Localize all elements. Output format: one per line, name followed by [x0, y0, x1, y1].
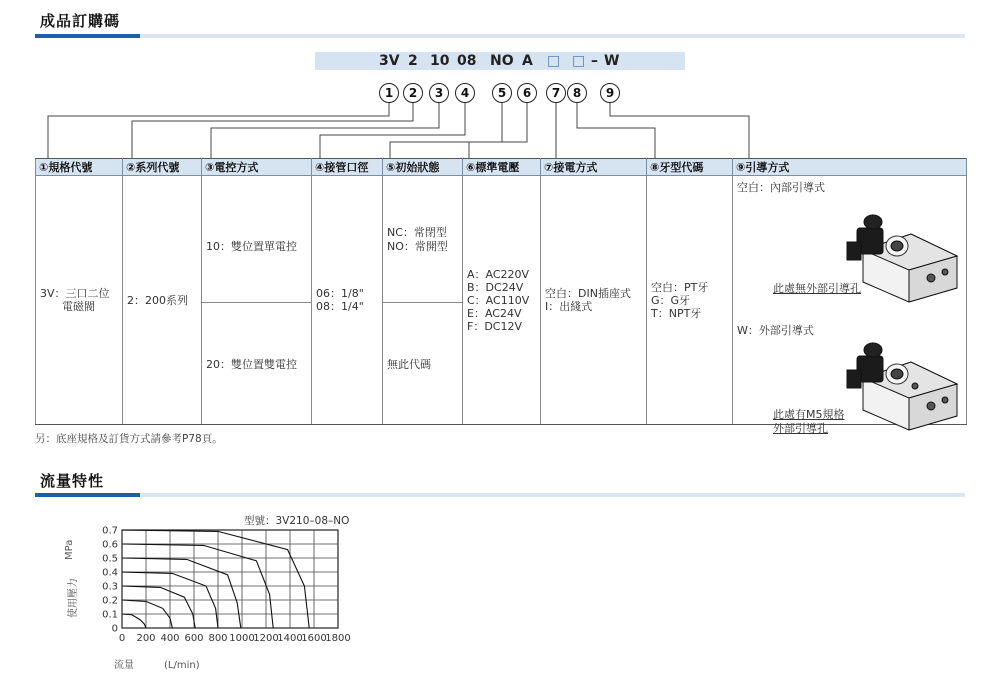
voltage-a: A：AC220V [467, 267, 530, 281]
cell-series [123, 176, 202, 425]
x-tick-label: 600 [184, 633, 204, 644]
y-tick-label: 0.5 [102, 553, 118, 565]
header-pilot: ⑨引導方式 [733, 159, 967, 176]
port-option-08: 08：1/4" [316, 300, 364, 313]
circle-1: 1 [379, 83, 399, 103]
code-part-6: A [522, 53, 533, 69]
code-dash: – [591, 53, 598, 69]
cell-spec [36, 176, 123, 425]
x-tick-label: 1200 [253, 633, 279, 644]
table-row [36, 176, 967, 425]
pilot-internal: 空白：內部引導式 [737, 181, 825, 194]
thread-npt: T：NPT牙 [651, 306, 702, 320]
code-part-2: 2 [408, 53, 418, 69]
chart-title: 型號：3V210–08–NO [244, 515, 350, 527]
cell-connection [541, 176, 647, 425]
series-value: 2：200系列 [127, 293, 188, 307]
spec-line-1: 3V：三口二位 [40, 287, 110, 300]
x-tick-label: 1000 [229, 633, 255, 644]
header-spec-code: ①規格代號 [36, 159, 123, 176]
control-upper [202, 176, 311, 303]
code-part-4: 08 [457, 53, 477, 69]
code-part-3: 10 [430, 53, 450, 69]
valve-external-pilot-image [833, 340, 961, 432]
internal-pilot-note: 此處無外部引導孔 [773, 282, 861, 295]
pilot-external: W：外部引導式 [737, 324, 814, 337]
y-tick-label: 0.1 [102, 609, 118, 621]
voltage-e: E：AC24V [467, 306, 522, 320]
connection-wire: I：出綫式 [545, 300, 593, 313]
flow-chart [80, 522, 400, 650]
code-part-8: □ [572, 53, 586, 69]
thread-pt: 空白：PT牙 [651, 280, 709, 294]
state-option-no: NO：常開型 [387, 240, 448, 253]
x-tick-label: 1600 [301, 633, 327, 644]
cell-control [202, 176, 312, 425]
external-pilot-note-1: 此處有M5規格 [773, 408, 845, 421]
circle-3: 3 [429, 83, 449, 103]
section-divider-flow [35, 493, 965, 497]
connection-din: 空白：DIN插座式 [545, 287, 631, 300]
cell-thread [647, 176, 733, 425]
x-tick-label: 800 [208, 633, 228, 644]
x-tick-label: 400 [160, 633, 180, 644]
y-axis-label: 使用壓力 [68, 578, 79, 618]
cell-port [312, 176, 383, 425]
y-tick-label: 0.3 [102, 581, 118, 593]
code-part-7: □ [547, 53, 561, 69]
state-option-nc: NC：常閉型 [387, 226, 447, 239]
port-option-06: 06：1/8" [316, 287, 364, 300]
circle-7: 7 [546, 83, 566, 103]
y-tick-label: 0.4 [102, 567, 118, 579]
circle-4: 4 [455, 83, 475, 103]
control-option-20: 20：雙位置雙電控 [206, 358, 297, 371]
x-tick-label: 1400 [277, 633, 303, 644]
voltage-b: B：DC24V [467, 280, 524, 294]
x-tick-label: 0 [118, 633, 126, 644]
cell-pilot [733, 176, 967, 435]
thread-g: G：G牙 [651, 293, 691, 307]
voltage-f: F：DC12V [467, 319, 522, 333]
circle-2: 2 [403, 83, 423, 103]
x-tick-label: 1800 [325, 633, 351, 644]
section-title-flow: 流量特性 [40, 472, 105, 490]
header-series-code: ②系列代號 [123, 159, 202, 176]
code-part-5: NO [490, 53, 514, 69]
state-none: 無此代碼 [387, 358, 431, 371]
voltage-c: C：AC110V [467, 293, 530, 307]
section-title-ordering: 成品訂購碼 [40, 12, 121, 30]
header-thread: ⑧牙型代碼 [647, 159, 733, 176]
circle-8: 8 [567, 83, 587, 103]
table-header-row [36, 159, 967, 176]
header-voltage: ⑥標準電壓 [463, 159, 541, 176]
ordering-note: 另：底座規格及訂貨方式請參考P78頁。 [35, 433, 223, 445]
circle-5: 5 [492, 83, 512, 103]
external-pilot-note-2: 外部引導孔 [773, 422, 828, 435]
control-option-10: 10：雙位置單電控 [206, 240, 297, 253]
x-tick-label: 200 [136, 633, 156, 644]
state-upper [383, 176, 462, 303]
y-tick-label: 0.2 [102, 595, 118, 607]
header-initial-state: ⑤初始狀態 [383, 159, 463, 176]
y-unit-label: MPa [64, 539, 75, 560]
code-part-9: W [604, 53, 620, 69]
header-port-size: ④接管口徑 [312, 159, 383, 176]
spec-line-2: 電磁閥 [62, 300, 95, 313]
y-tick-label: 0.7 [102, 525, 118, 537]
code-part-1: 3V [379, 53, 400, 69]
cell-voltage [463, 176, 541, 425]
header-control-type: ③電控方式 [202, 159, 312, 176]
y-tick-label: 0 [111, 623, 118, 635]
circle-9: 9 [600, 83, 620, 103]
ordering-table [35, 158, 967, 435]
y-tick-label: 0.6 [102, 539, 118, 551]
header-connection: ⑦接電方式 [541, 159, 647, 176]
x-axis-label: 流量 (L/min) [114, 660, 200, 671]
cell-state [383, 176, 463, 425]
circle-6: 6 [517, 83, 537, 103]
connector-lines [0, 0, 1000, 170]
